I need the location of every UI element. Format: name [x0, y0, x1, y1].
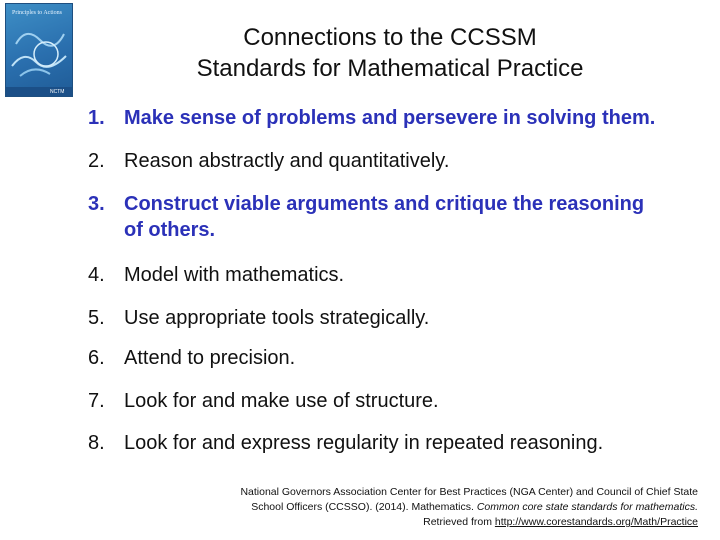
practice-number: 3.: [88, 193, 105, 215]
practice-number: 4.: [88, 264, 105, 286]
practice-text: Construct viable arguments and critique the reasoning of others.: [124, 193, 645, 241]
practice-text: Model with mathematics.: [124, 264, 345, 286]
cover-art-icon: [6, 4, 72, 96]
practice-text: Look for and express regularity in repeated reasoning.: [124, 432, 604, 454]
practice-text: Attend to precision.: [124, 347, 296, 369]
slide-title: [120, 22, 660, 84]
cover-title: Principles to Actions: [12, 10, 62, 16]
practice-number: 8.: [88, 432, 105, 454]
practice-number: 2.: [88, 150, 105, 172]
practice-text: Reason abstractly and quantitatively.: [124, 150, 450, 172]
practice-text: Use appropriate tools strategically.: [124, 307, 430, 329]
citation-retrieved-label: Retrieved from: [423, 516, 492, 528]
citation: [158, 485, 698, 530]
citation-line1: National Governors Association Center for Best Practices (NGA Center) and Council of Chief State: [240, 486, 698, 498]
practice-number: 5.: [88, 307, 105, 329]
book-cover-image: [6, 4, 72, 96]
practice-number: 7.: [88, 390, 105, 412]
practice-number: 1.: [88, 107, 105, 129]
slide-title-line1: Connections to the CCSSM: [243, 24, 537, 51]
citation-line2-text: School Officers (CCSSO). (2014). Mathematics.: [251, 501, 474, 513]
practice-number: 6.: [88, 347, 105, 369]
practice-text: Make sense of problems and persevere in solving them.: [124, 107, 656, 129]
citation-line2: [158, 500, 698, 515]
slide-title-line2: Standards for Mathematical Practice: [196, 55, 584, 82]
cover-footer-text: NCTM: [50, 89, 65, 95]
citation-line3: [158, 515, 698, 530]
citation-line2-title: Common core state standards for mathematics.: [476, 501, 698, 513]
practice-text: Look for and make use of structure.: [124, 390, 439, 412]
citation-url-link[interactable]: http://www.corestandards.org/Math/Practice: [494, 516, 698, 528]
